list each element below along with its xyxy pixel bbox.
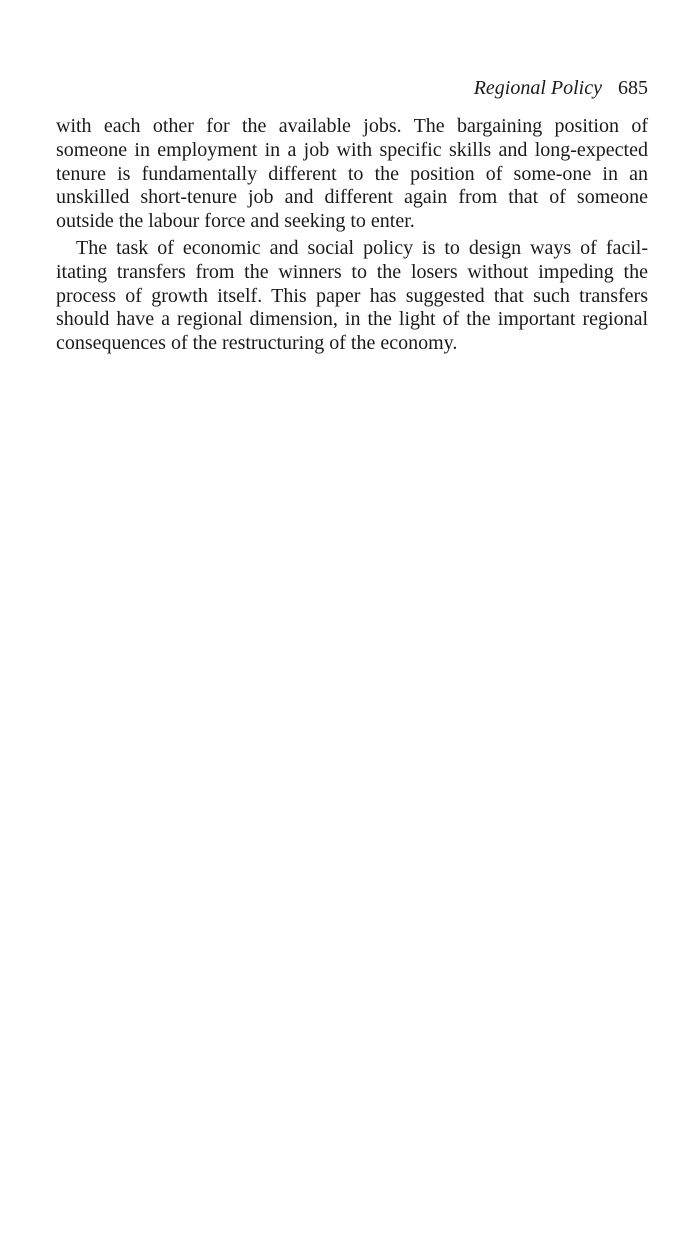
page-number: 685 xyxy=(618,77,648,99)
running-head xyxy=(474,76,648,100)
body-text xyxy=(56,115,648,356)
running-head-title: Regional Policy xyxy=(473,77,602,99)
paragraph-continuation: with each other for the available jobs. The bargaining position of someone in employment in a job with specific skills and long-expected tenure is fundamentally different to the position of some-one in an unskilled short-tenure job and different again from that of someone outside the labour force and seeking to enter. xyxy=(56,115,648,233)
paragraph-policy: The task of economic and social policy is to design ways of facil-itating transfers from the winners to the losers without impeding the process of growth itself. This paper has suggested that such transfers should have a regional dimension, in the light of the important regional consequences of the restructuring of the economy. xyxy=(56,236,648,355)
